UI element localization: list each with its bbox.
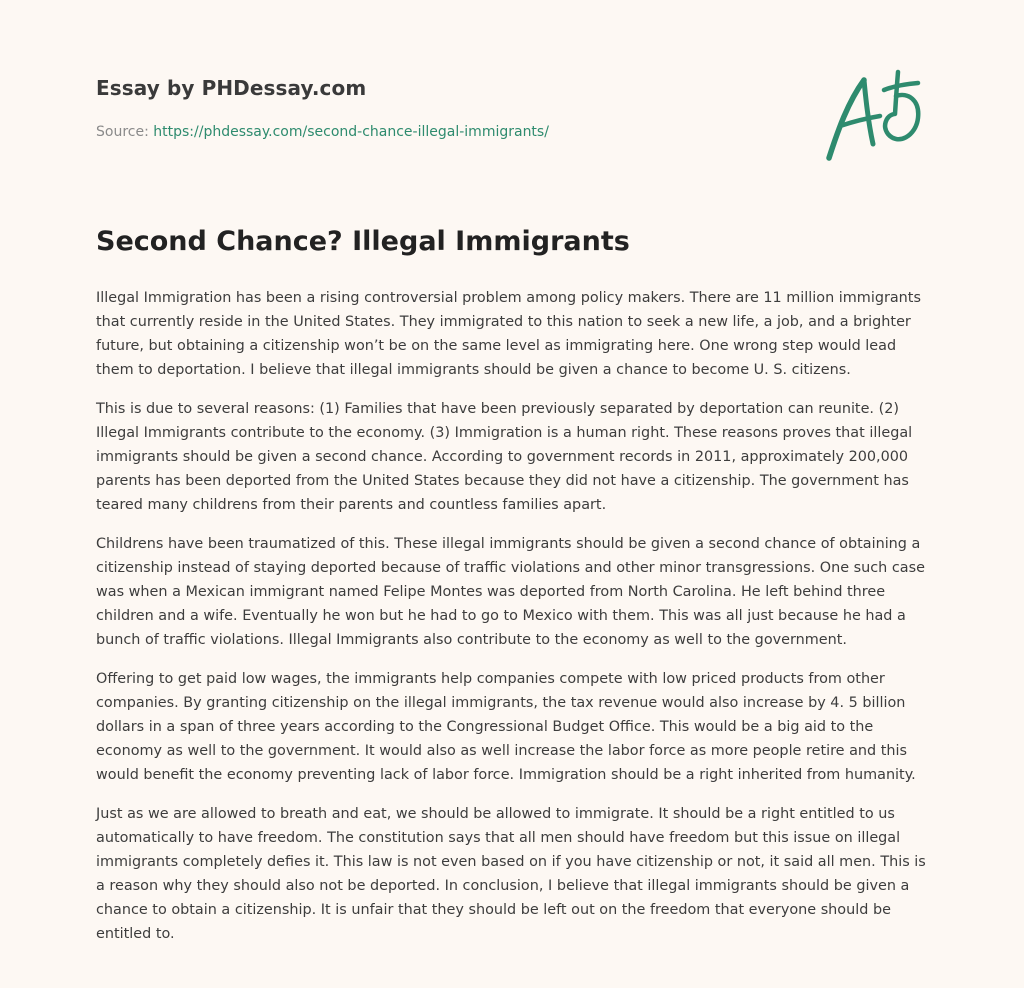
essay-paragraph-5: Just as we are allowed to breath and eat, we should be allowed to immigrate. It should be a right entitled to us automatically to have freedom. The constitution says that all men should have freedom but this issue on illegal immigrants completely defies it. This law is not even based on if you have citizenship or not, it said all men. This is a reason why they should also not be deported. In conclusion, I believe that illegal immigrants should be given a chance to obtain a citizenship. It is unfair that they should be left out on the freedom that everyone should be entitled to.: [96, 806, 926, 942]
essay-title: Second Chance? Illegal Immigrants: [96, 226, 630, 257]
essay-paragraph-2: This is due to several reasons: (1) Families that have been previously separated by deportation can reunite. (2) Illegal Immigrants contribute to the economy. (3) Immigration is a human right. These reasons proves that illegal immigrants should be given a second chance. According to government records in 2011, approximately 200,000 parents has been deported from the United States because they did not have a citizenship. The government has teared many childrens from their parents and countless families apart.: [96, 401, 913, 513]
essay-paragraph-4: Offering to get paid low wages, the immigrants help companies compete with low priced products from other companies. By granting citizenship on the illegal immigrants, the tax revenue would also increase by 4. 5 billion dollars in a span of three years according to the Congressional Budget Office. This would be a big aid to the economy as well to the government. It would also as well increase the labor force as more people retire and this would benefit the economy preventing lack of labor force. Immigration should be a right inherited from humanity.: [96, 671, 916, 783]
a-plus-logo-icon: [820, 66, 930, 166]
essay-paragraph-1: Illegal Immigration has been a rising controversial problem among policy makers. There are 11 million immigrants that currently reside in the United States. They immigrated to this nation to seek a new life, a job, and a brighter future, but obtaining a citizenship won’t be on the same level as immigrating here. One wrong step would lead them to deportation. I believe that illegal immigrants should be given a chance to become U. S. citizens.: [96, 290, 921, 378]
source-label: Source:: [96, 124, 149, 140]
site-title: Essay by PHDessay.com: [96, 76, 367, 100]
source-link[interactable]: https://phdessay.com/second-chance-illegal-immigrants/: [153, 124, 549, 140]
essay-paragraph-3: Childrens have been traumatized of this. These illegal immigrants should be given a second chance of obtaining a citizenship instead of staying deported because of traffic violations and other minor transgressions. One such case was when a Mexican immigrant named Felipe Montes was deported from North Carolina. He left behind three children and a wife. Eventually he won but he had to go to Mexico with them. This was all just because he had a bunch of traffic violations. Illegal Immigrants also contribute to the economy as well to the government.: [96, 536, 925, 648]
essay-body: [96, 286, 932, 961]
source-line: [96, 124, 549, 140]
